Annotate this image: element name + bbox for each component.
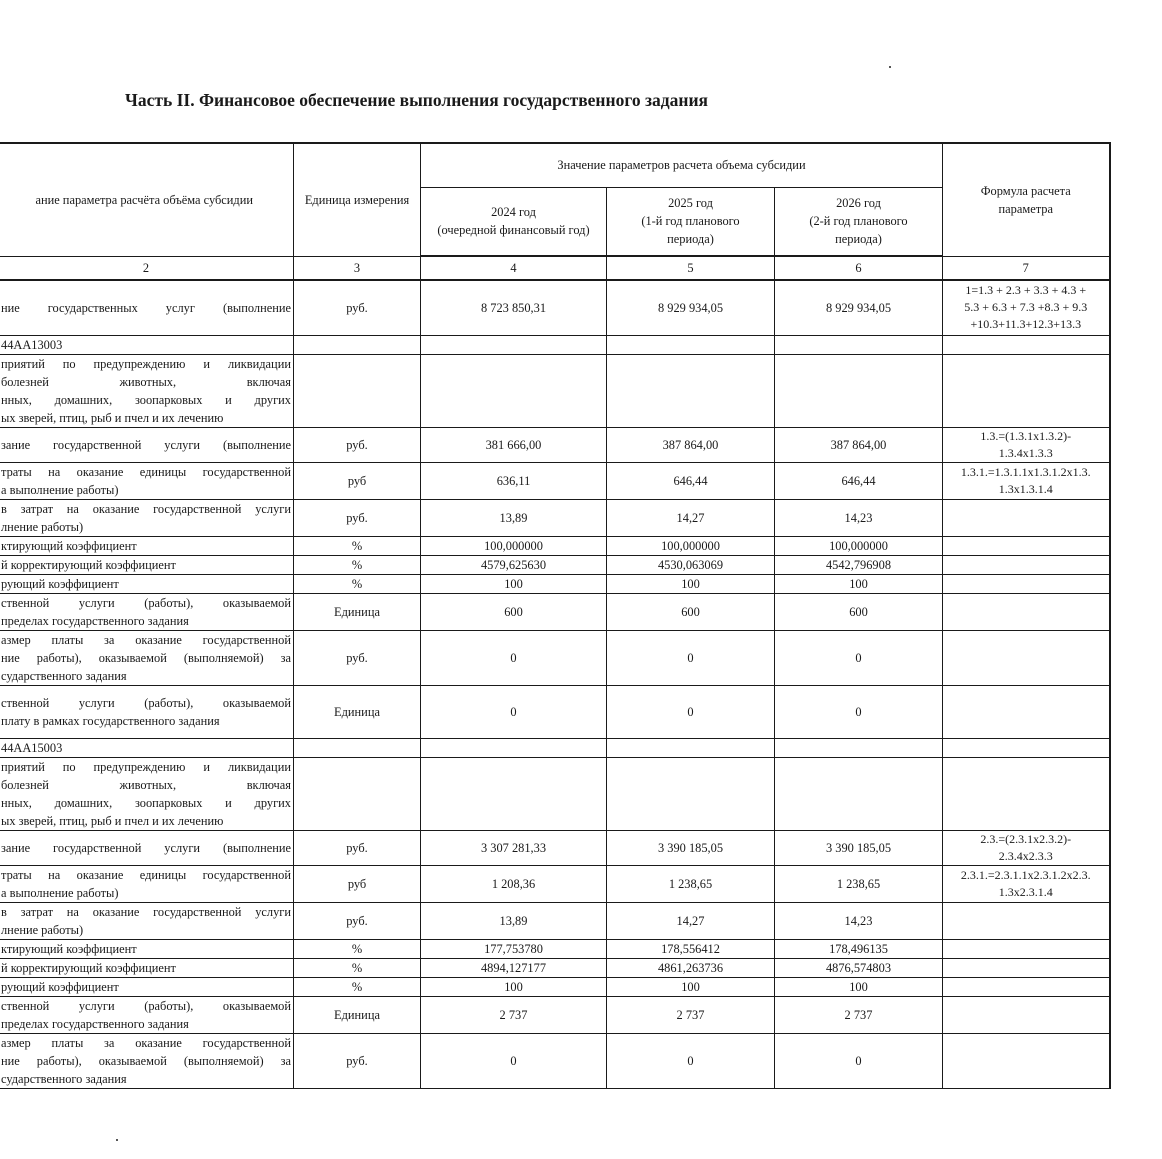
parameter-name-line: рующий коэффициент [1, 576, 119, 591]
parameter-name-line: ктирующий коэффициент [1, 538, 137, 553]
value-2024-cell: 636,11 [421, 462, 607, 499]
column-number: 6 [775, 256, 943, 280]
unit-cell: руб. [294, 1033, 421, 1088]
table-row [0, 996, 1110, 1033]
value-2024-cell: 100 [421, 574, 607, 593]
value-2026-cell: 387 864,00 [775, 427, 943, 462]
parameter-name-cell [0, 462, 294, 499]
formula-cell [943, 977, 1110, 996]
value-2026-cell: 100 [775, 977, 943, 996]
parameter-name-line: траты на оказание единицы государственной [1, 867, 291, 882]
value-2024-cell [421, 354, 607, 427]
parameter-name-line: в затрат на оказание государственной услуги [1, 904, 291, 919]
value-2024-cell [421, 738, 607, 757]
value-2025-cell: 387 864,00 [607, 427, 775, 462]
formula-cell [943, 738, 1110, 757]
parameter-name-line: азмер платы за оказание государственной [1, 1035, 291, 1050]
parameter-name-line: ственной услуги (работы), оказываемой [1, 595, 291, 610]
parameter-name-line: 44АА15003 [1, 740, 63, 755]
formula-cell [943, 685, 1110, 738]
value-2026-cell: 4876,574803 [775, 958, 943, 977]
table-row [0, 427, 1110, 462]
parameter-name-line: траты на оказание единицы государственной [1, 464, 291, 479]
formula-cell [943, 958, 1110, 977]
unit-cell: руб [294, 462, 421, 499]
value-2025-cell: 3 390 185,05 [607, 830, 775, 865]
formula-cell [943, 574, 1110, 593]
value-2025-cell: 178,556412 [607, 939, 775, 958]
value-2025-cell: 100 [607, 574, 775, 593]
value-2026-cell: 646,44 [775, 462, 943, 499]
header-parameter-name: ание параметра расчёта объёма субсидии [0, 143, 294, 256]
formula-line: 5.3 + 6.3 + 7.3 +8.3 + 9.3 [964, 300, 1088, 315]
column-number: 2 [0, 256, 294, 280]
parameter-name-cell [0, 977, 294, 996]
formula-cell [943, 280, 1110, 335]
unit-cell: руб. [294, 499, 421, 536]
value-2024-cell: 13,89 [421, 499, 607, 536]
value-2025-cell: 14,27 [607, 499, 775, 536]
unit-cell [294, 757, 421, 830]
value-2025-cell: 1 238,65 [607, 865, 775, 902]
parameter-name-cell [0, 685, 294, 738]
unit-cell [294, 354, 421, 427]
header-formula: Формула расчета параметра [943, 143, 1110, 256]
value-2025-cell: 0 [607, 1033, 775, 1088]
parameter-name-line: й корректирующий коэффициент [1, 557, 176, 572]
parameter-name-cell [0, 958, 294, 977]
table-row [0, 939, 1110, 958]
value-2024-cell: 0 [421, 1033, 607, 1088]
parameter-name-cell [0, 536, 294, 555]
unit-cell: руб. [294, 830, 421, 865]
value-2024-cell: 4579,625630 [421, 555, 607, 574]
parameter-name-line: плату в рамках государственного задания [1, 713, 220, 728]
formula-cell [943, 757, 1110, 830]
parameter-name-cell [0, 574, 294, 593]
value-2026-cell: 2 737 [775, 996, 943, 1033]
value-2024-cell: 1 208,36 [421, 865, 607, 902]
parameter-name-cell [0, 427, 294, 462]
parameter-name-line: сударственного задания [1, 1071, 127, 1086]
value-2024-cell: 2 737 [421, 996, 607, 1033]
table-row [0, 593, 1110, 630]
formula-cell [943, 499, 1110, 536]
value-2025-cell: 600 [607, 593, 775, 630]
parameter-name-line: зание государственной услуги (выполнение [1, 840, 291, 855]
value-2024-cell: 3 307 281,33 [421, 830, 607, 865]
unit-cell: руб. [294, 902, 421, 939]
value-2026-cell [775, 354, 943, 427]
value-2026-cell: 0 [775, 1033, 943, 1088]
unit-cell: руб. [294, 280, 421, 335]
table-row [0, 902, 1110, 939]
unit-cell [294, 335, 421, 354]
parameter-name-cell [0, 280, 294, 335]
value-2025-cell: 4861,263736 [607, 958, 775, 977]
parameter-name-line: рующий коэффициент [1, 979, 119, 994]
unit-cell: % [294, 536, 421, 555]
formula-cell [943, 536, 1110, 555]
value-2025-cell: 0 [607, 685, 775, 738]
value-2024-cell [421, 757, 607, 830]
formula-cell [943, 555, 1110, 574]
value-2025-cell: 100 [607, 977, 775, 996]
header-year-2025: 2025 год (1-й год планового периода) [607, 187, 775, 256]
column-number: 5 [607, 256, 775, 280]
unit-cell: % [294, 555, 421, 574]
parameter-name-line: 44АА13003 [1, 337, 63, 352]
formula-cell [943, 630, 1110, 685]
table-row [0, 354, 1110, 427]
formula-line: 2.3.=(2.3.1х2.3.2)- [980, 831, 1072, 846]
header-unit: Единица измерения [294, 143, 421, 256]
table-row [0, 738, 1110, 757]
parameter-name-line: лнение работы) [1, 922, 84, 937]
parameter-name-line: болезней животных, включая [1, 777, 291, 792]
parameter-name-cell [0, 757, 294, 830]
parameter-name-cell [0, 354, 294, 427]
parameter-name-cell [0, 830, 294, 865]
parameter-name-line: ственной услуги (работы), оказываемой [1, 695, 291, 710]
value-2024-cell: 8 723 850,31 [421, 280, 607, 335]
formula-cell [943, 1033, 1110, 1088]
value-2026-cell: 600 [775, 593, 943, 630]
parameter-name-cell [0, 499, 294, 536]
value-2025-cell [607, 738, 775, 757]
table-row [0, 830, 1110, 865]
header-values-group: Значение параметров расчета объема субсидии [421, 143, 943, 187]
parameter-name-line: приятий по предупреждению и ликвидации [1, 759, 291, 774]
formula-line: 1.3х1.3.1.4 [998, 481, 1053, 496]
parameter-name-line: болезней животных, включая [1, 374, 291, 389]
parameter-name-cell [0, 555, 294, 574]
value-2025-cell: 0 [607, 630, 775, 685]
unit-cell: руб. [294, 427, 421, 462]
formula-line: 1.3.4х1.3.3 [998, 445, 1053, 460]
formula-line: 2.3.1.=2.3.1.1х2.3.1.2х2.3. [960, 867, 1091, 882]
table-row [0, 335, 1110, 354]
unit-cell [294, 738, 421, 757]
parameter-name-line: сударственного задания [1, 668, 127, 683]
formula-cell [943, 354, 1110, 427]
parameter-name-cell [0, 335, 294, 354]
value-2025-cell: 14,27 [607, 902, 775, 939]
value-2025-cell: 2 737 [607, 996, 775, 1033]
parameter-name-line: в затрат на оказание государственной услуги [1, 501, 291, 516]
parameter-name-line: пределах государственного задания [1, 613, 189, 628]
value-2024-cell: 0 [421, 685, 607, 738]
formula-cell [943, 996, 1110, 1033]
table-row [0, 958, 1110, 977]
formula-cell [943, 335, 1110, 354]
formula-cell [943, 939, 1110, 958]
parameter-name-line: ние государственных услуг (выполнение [1, 300, 291, 315]
parameter-name-line: лнение работы) [1, 519, 84, 534]
column-number: 7 [943, 256, 1110, 280]
parameter-name-cell [0, 902, 294, 939]
value-2025-cell: 100,000000 [607, 536, 775, 555]
value-2024-cell: 0 [421, 630, 607, 685]
value-2026-cell: 0 [775, 630, 943, 685]
value-2026-cell: 14,23 [775, 499, 943, 536]
value-2025-cell: 8 929 934,05 [607, 280, 775, 335]
value-2025-cell [607, 354, 775, 427]
parameter-name-line: а выполнение работы) [1, 885, 119, 900]
parameter-name-line: ние работы), оказываемой (выполняемой) за [1, 650, 291, 665]
unit-cell: Единица [294, 685, 421, 738]
value-2024-cell: 4894,127177 [421, 958, 607, 977]
parameter-name-cell [0, 1033, 294, 1088]
formula-cell [943, 427, 1110, 462]
scan-speck [889, 66, 891, 68]
formula-cell [943, 830, 1110, 865]
formula-line: +10.3+11.3+12.3+13.3 [970, 317, 1082, 332]
table-row [0, 574, 1110, 593]
table-row [0, 536, 1110, 555]
value-2024-cell: 13,89 [421, 902, 607, 939]
unit-cell: % [294, 574, 421, 593]
value-2024-cell: 177,753780 [421, 939, 607, 958]
parameter-name-cell [0, 865, 294, 902]
table-row [0, 977, 1110, 996]
value-2024-cell: 100 [421, 977, 607, 996]
column-number: 4 [421, 256, 607, 280]
scan-speck [116, 1139, 118, 1141]
value-2026-cell: 3 390 185,05 [775, 830, 943, 865]
unit-cell: руб [294, 865, 421, 902]
parameter-name-line: ых зверей, птиц, рыб и пчел и их лечению [1, 813, 224, 828]
parameter-name-line: ственной услуги (работы), оказываемой [1, 998, 291, 1013]
header-year-2024: 2024 год (очередной финансовый год) [421, 187, 607, 256]
parameter-name-line: ктирующий коэффициент [1, 941, 137, 956]
table-row [0, 280, 1110, 335]
page-title: Часть II. Финансовое обеспечение выполнения государственного задания [125, 90, 708, 110]
parameter-name-line: ние работы), оказываемой (выполняемой) за [1, 1053, 291, 1068]
column-number: 3 [294, 256, 421, 280]
value-2026-cell: 14,23 [775, 902, 943, 939]
table-row [0, 499, 1110, 536]
formula-cell [943, 462, 1110, 499]
parameter-name-cell [0, 939, 294, 958]
formula-cell [943, 865, 1110, 902]
formula-line: 2.3.4х2.3.3 [998, 848, 1053, 863]
unit-cell: % [294, 958, 421, 977]
formula-line: 1=1.3 + 2.3 + 3.3 + 4.3 + [965, 283, 1087, 298]
value-2024-cell: 381 666,00 [421, 427, 607, 462]
parameter-name-line: й корректирующий коэффициент [1, 960, 176, 975]
value-2026-cell [775, 757, 943, 830]
table-row [0, 1033, 1110, 1088]
parameter-name-cell [0, 996, 294, 1033]
value-2026-cell: 0 [775, 685, 943, 738]
unit-cell: % [294, 977, 421, 996]
parameter-name-line: пределах государственного задания [1, 1016, 189, 1031]
value-2025-cell [607, 335, 775, 354]
value-2026-cell: 8 929 934,05 [775, 280, 943, 335]
unit-cell: Единица [294, 996, 421, 1033]
value-2026-cell [775, 738, 943, 757]
value-2026-cell: 178,496135 [775, 939, 943, 958]
formula-line: 1.3х2.3.1.4 [998, 884, 1053, 899]
unit-cell: % [294, 939, 421, 958]
table-row [0, 685, 1110, 738]
table-row [0, 555, 1110, 574]
parameter-name-cell [0, 630, 294, 685]
value-2026-cell: 100 [775, 574, 943, 593]
subsidy-parameters-table [0, 142, 1111, 1089]
header-year-2026: 2026 год (2-й год планового периода) [775, 187, 943, 256]
value-2024-cell: 100,000000 [421, 536, 607, 555]
table-row [0, 630, 1110, 685]
value-2026-cell: 1 238,65 [775, 865, 943, 902]
formula-cell [943, 902, 1110, 939]
parameter-name-line: нных, домашних, зоопарковых и других [1, 392, 291, 407]
parameter-name-line: нных, домашних, зоопарковых и других [1, 795, 291, 810]
value-2024-cell: 600 [421, 593, 607, 630]
formula-line: 1.3.1.=1.3.1.1х1.3.1.2х1.3. [960, 464, 1091, 479]
value-2026-cell [775, 335, 943, 354]
value-2024-cell [421, 335, 607, 354]
table-row [0, 462, 1110, 499]
formula-line: 1.3.=(1.3.1х1.3.2)- [980, 428, 1072, 443]
parameter-name-cell [0, 738, 294, 757]
value-2025-cell: 4530,063069 [607, 555, 775, 574]
parameter-name-cell [0, 593, 294, 630]
unit-cell: Единица [294, 593, 421, 630]
parameter-name-line: а выполнение работы) [1, 482, 119, 497]
parameter-name-line: зание государственной услуги (выполнение [1, 437, 291, 452]
parameter-name-line: ых зверей, птиц, рыб и пчел и их лечению [1, 410, 224, 425]
table-row [0, 757, 1110, 830]
parameter-name-line: азмер платы за оказание государственной [1, 632, 291, 647]
value-2025-cell: 646,44 [607, 462, 775, 499]
formula-cell [943, 593, 1110, 630]
unit-cell: руб. [294, 630, 421, 685]
value-2026-cell: 4542,796908 [775, 555, 943, 574]
value-2026-cell: 100,000000 [775, 536, 943, 555]
parameter-name-line: приятий по предупреждению и ликвидации [1, 356, 291, 371]
value-2025-cell [607, 757, 775, 830]
table-row [0, 865, 1110, 902]
